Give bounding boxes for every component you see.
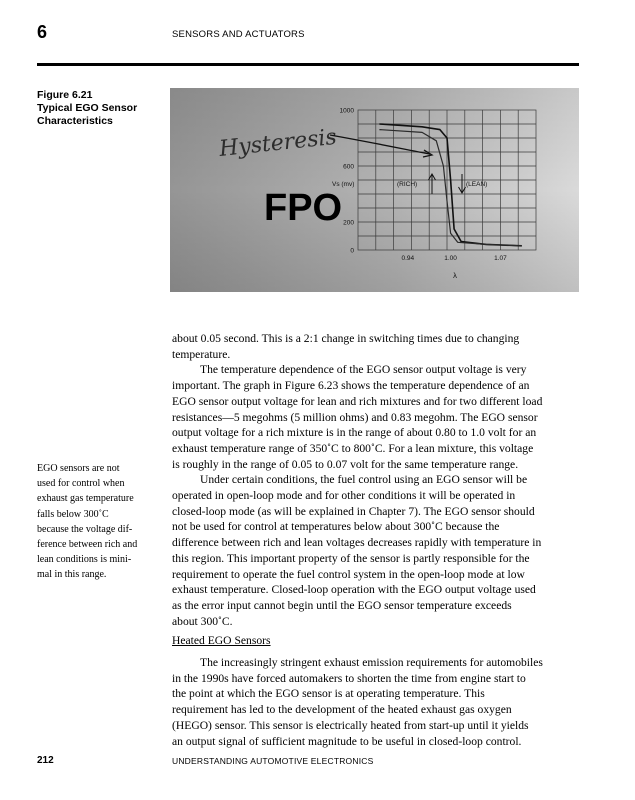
text-line: an output signal of sufficient magnitude to be useful in closed-loop control. xyxy=(172,734,522,748)
caption-line: Characteristics xyxy=(37,115,113,127)
text-line: difference between rich and lean voltages decreases rapidly with temperature in xyxy=(172,536,542,550)
text-line: The increasingly stringent exhaust emission requirements for automobiles xyxy=(200,656,543,670)
text-line: not be used for control at temperatures below about 300˚C because the xyxy=(172,520,500,534)
margin-note-line: lean conditions is mini- xyxy=(37,554,132,566)
chapter-number: 6 xyxy=(37,22,48,42)
x-axis-label: λ xyxy=(453,271,457,280)
y-tick-label: 0 xyxy=(350,247,354,255)
text-line: Under certain conditions, the fuel control using an EGO sensor will be xyxy=(200,473,528,487)
section-heading: Heated EGO Sensors xyxy=(172,634,271,648)
paragraph-2 xyxy=(172,362,582,472)
text-line: exhaust temperature. Closed-loop operation with the EGO output voltage used xyxy=(172,583,536,597)
margin-note-line: because the voltage dif- xyxy=(37,523,133,535)
y-tick-label: 200 xyxy=(343,219,354,227)
page-number: 212 xyxy=(37,755,54,766)
text-line: (HEGO) sensor. This sensor is electrically heated from start-up until it yields xyxy=(172,718,529,732)
x-tick-label: 1.07 xyxy=(494,255,507,262)
text-line: The temperature dependence of the EGO sensor output voltage is very xyxy=(200,363,527,377)
text-line: important. The graph in Figure 6.23 shows the temperature dependence of an xyxy=(172,379,530,393)
paragraph-3 xyxy=(172,472,582,629)
caption-line: Figure 6.21 xyxy=(37,89,93,101)
running-foot: UNDERSTANDING AUTOMOTIVE ELECTRONICS xyxy=(172,756,374,766)
paragraph-1 xyxy=(172,331,582,362)
margin-note-line: ference between rich and xyxy=(37,539,138,551)
margin-note-line: EGO sensors are not xyxy=(37,463,120,474)
rich-label: (RICH) xyxy=(397,181,418,188)
text-line: in the 1990s have forced automakers to shorten the time from engine start to xyxy=(172,671,526,685)
running-head: SENSORS AND ACTUATORS xyxy=(172,29,305,40)
y-tick-label: 600 xyxy=(343,163,354,171)
header-rule xyxy=(37,63,579,66)
text-line: resistances—5 megohms (5 million ohms) and 0.83 megohm. The EGO sensor xyxy=(172,410,538,424)
margin-note-line: used for control when xyxy=(37,478,125,490)
text-line: as the error input cannot begin until the EGO sensor temperature exceeds xyxy=(172,598,512,612)
text-line: about 300˚C. xyxy=(172,614,233,628)
paragraph-4 xyxy=(172,655,582,749)
text-line: this region. This important property of the sensor is partly responsible for the xyxy=(172,551,530,565)
text-line: requirement has led to the development of the heated exhaust gas oxygen xyxy=(172,703,512,717)
y-axis-label: Vs (mv) xyxy=(332,181,355,188)
text-line: closed-loop mode (as will be explained in Chapter 7). The EGO sensor should xyxy=(172,504,535,518)
text-line: the point at which the EGO sensor is at operating temperature. This xyxy=(172,687,485,701)
text-line: operated in open-loop mode and for other conditions it will be operated in xyxy=(172,489,516,503)
x-tick-label: 1.00 xyxy=(444,255,457,262)
text-line: requirement to operate the fuel control system in the open-loop mode at low xyxy=(172,567,525,581)
y-tick-label: 1000 xyxy=(339,107,354,115)
figure-caption xyxy=(37,89,162,128)
text-line: output voltage for a rich mixture is in the range of about 0.80 to 1.0 volt for an xyxy=(172,426,537,440)
fpo-label: FPO xyxy=(264,187,343,229)
ego-sensor-figure xyxy=(170,88,579,292)
margin-note xyxy=(37,461,163,583)
margin-note-line: mal in this range. xyxy=(37,569,107,581)
margin-note-line: exhaust gas temperature xyxy=(37,493,134,505)
body-text xyxy=(172,331,582,749)
text-line: about 0.05 second. This is a 2:1 change in switching times due to changing xyxy=(172,332,520,345)
text-line: temperature. xyxy=(172,347,231,361)
margin-note-line: falls below 300˚C xyxy=(37,508,109,520)
text-line: is roughly in the range of 0.05 to 0.07 volt for the same temperature range. xyxy=(172,457,519,471)
caption-line: Typical EGO Sensor xyxy=(37,102,138,114)
x-tick-label: 0.94 xyxy=(401,255,415,262)
lean-label: (LEAN) xyxy=(466,181,488,188)
hysteresis-label: Hysteresis xyxy=(218,124,338,162)
text-line: exhaust temperature range of 350˚C to 800˚C. For a lean mixture, this voltage xyxy=(172,441,534,455)
text-line: EGO sensor output voltage for lean and rich mixtures and for two different load xyxy=(172,394,543,408)
